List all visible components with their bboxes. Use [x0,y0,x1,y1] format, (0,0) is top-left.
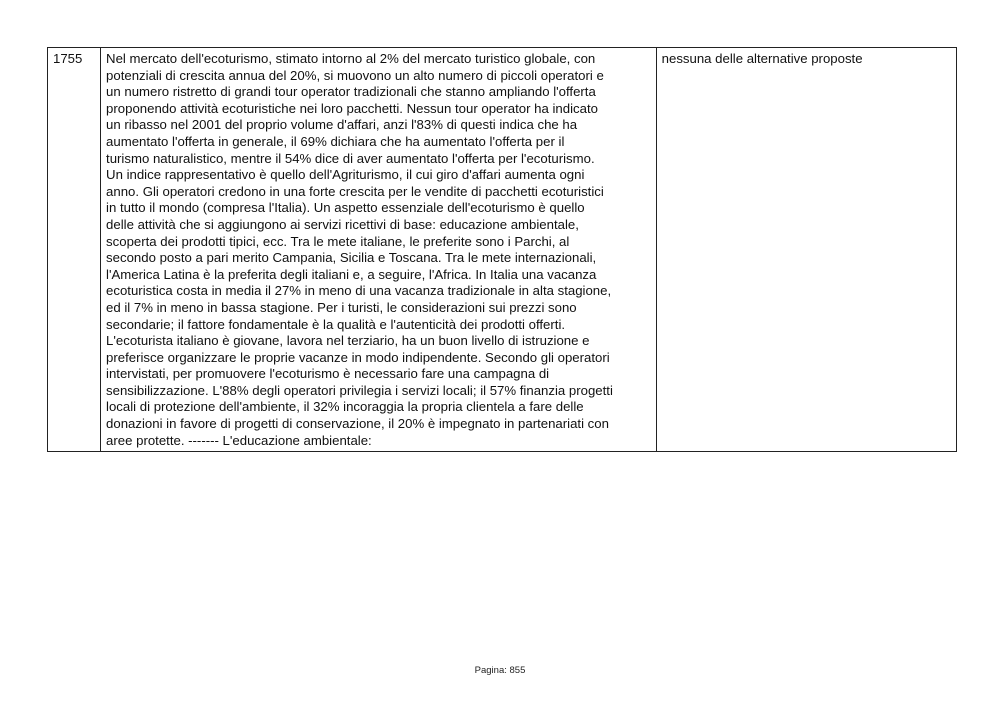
question-table [47,47,957,452]
question-text-line: aree protette. ------- L'educazione ambientale: [106,432,372,448]
question-text-line: un ribasso nel 2001 del proprio volume d'affari, anzi l'83% di questi indica che ha [106,117,578,133]
question-text-line: ecoturistica costa in media il 27% in meno di una vacanza tradizionale in alta stagione, [106,283,612,299]
question-text-line: un numero ristretto di grandi tour operator tradizionali che stanno ampliando l'offerta [106,84,596,100]
page-number: Pagina: 855 [474,665,526,676]
question-text-line: delle attività che si aggiungono ai servizi ricettivi di base: educazione ambientale, [106,216,579,232]
question-text-line: intervistati, per promuovere l'ecoturismo è necessario fare una campagna di [106,366,550,382]
question-text-line: Un indice rappresentativo è quello dell'Agriturismo, il cui giro d'affari aumenta ogni [106,167,585,183]
question-text-line: L'ecoturista italiano è giovane, lavora nel terziario, ha un buon livello di istruzione e [106,333,590,349]
question-text-line: l'America Latina è la preferita degli italiani e, a seguire, l'Africa. In Italia una vacanza [106,266,597,282]
question-text-line: proponendo attività ecoturistiche nei loro pacchetti. Nessun tour operator ha indicato [106,100,598,116]
question-text-line: preferisce organizzare le proprie vacanze in modo indipendente. Secondo gli operatori [106,349,610,365]
table-row [48,48,957,452]
answer-text: nessuna delle alternative proposte [656,48,956,452]
question-text-line: secondo posto a pari merito Campania, Sicilia e Toscana. Tra le mete internazionali, [106,250,597,266]
question-text-line: ed il 7% in meno in bassa stagione. Per i turisti, le considerazioni sui prezzi sono [106,299,577,315]
question-text-line: potenziali di crescita annua del 20%, si muovono un alto numero di piccoli operatori e [106,67,604,83]
question-text-line: Nel mercato dell'ecoturismo, stimato intorno al 2% del mercato turistico globale, con [106,51,596,66]
question-number: 1755 [48,48,101,452]
question-text-line: turismo naturalistico, mentre il 54% dice di aver aumentato l'offerta per l'ecoturismo. [106,150,595,166]
question-text-line: donazioni in favore di progetti di conservazione, il 20% è impegnato in partenariati con [106,416,609,432]
question-text-line: anno. Gli operatori credono in una forte crescita per le vendite di pacchetti ecoturistici [106,183,604,199]
question-text-line: scoperta dei prodotti tipici, ecc. Tra le mete italiane, le preferite sono i Parchi, al [106,233,570,249]
question-text-line: in tutto il mondo (compresa l'Italia). Un aspetto essenziale dell'ecoturismo è quello [106,200,585,216]
question-text-line: sensibilizzazione. L'88% degli operatori privilegia i servizi locali; il 57% finanzia progetti [106,382,613,398]
question-text-line: locali di protezione dell'ambiente, il 32% incoraggia la propria clientela a fare delle [106,399,584,415]
question-text-line: secondarie; il fattore fondamentale è la qualità e l'autenticità dei prodotti offerti. [106,316,566,332]
question-text [101,48,657,452]
question-text-line: aumentato l'offerta in generale, il 69% dichiara che ha aumentato l'offerta per il [106,133,565,149]
